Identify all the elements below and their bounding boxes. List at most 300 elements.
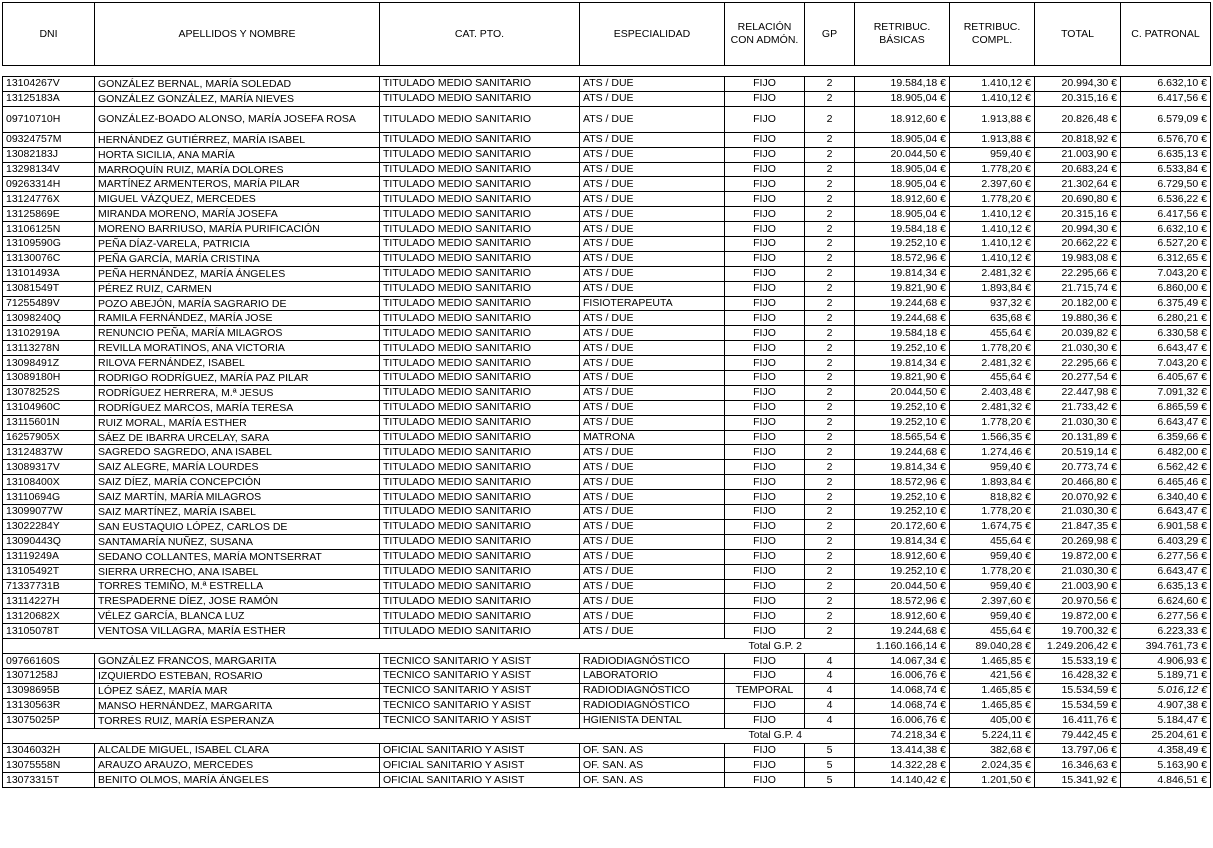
table-row [3,266,1211,281]
cell-relacion: FIJO [725,609,805,624]
table-row [3,371,1211,386]
cell-especialidad: LABORATORIO [580,668,725,683]
cell-basicas: 19.584,18 € [855,326,950,341]
table-row [3,624,1211,639]
table-row [3,415,1211,430]
cell-nombre: REVILLA MORATINOS, ANA VICTORIA [95,341,380,356]
cell-total-total: 79.442,45 € [1035,728,1121,743]
cell-total: 21.030,30 € [1035,505,1121,520]
cell-relacion: FIJO [725,77,805,92]
cell-dni: 13090443Q [3,534,95,549]
cell-nombre: SÁEZ DE IBARRA URCELAY, SARA [95,430,380,445]
cell-patronal: 6.865,59 € [1121,400,1211,415]
cell-relacion: FIJO [725,743,805,758]
cell-total: 21.733,42 € [1035,400,1121,415]
cell-dni: 13075558N [3,758,95,773]
header-row [3,3,1211,66]
table-row [3,251,1211,266]
cell-gp: 2 [805,609,855,624]
cell-compl: 1.778,20 € [950,415,1035,430]
cell-dni: 71337731B [3,579,95,594]
table-row [3,683,1211,698]
cell-compl: 1.778,20 € [950,341,1035,356]
cell-compl: 959,40 € [950,147,1035,162]
cell-cat: TECNICO SANITARIO Y ASIST [380,654,580,669]
cell-total: 19.700,32 € [1035,624,1121,639]
cell-patronal: 6.375,49 € [1121,296,1211,311]
cell-dni: 13298134V [3,162,95,177]
cell-gp: 2 [805,371,855,386]
cell-dni: 13104267V [3,77,95,92]
cell-basicas: 16.006,76 € [855,668,950,683]
table-row [3,460,1211,475]
cell-cat: TITULADO MEDIO SANITARIO [380,192,580,207]
table-row [3,207,1211,222]
cell-gp: 2 [805,311,855,326]
cell-gp: 2 [805,519,855,534]
cell-relacion: FIJO [725,162,805,177]
cell-cat: TITULADO MEDIO SANITARIO [380,400,580,415]
cell-cat: TITULADO MEDIO SANITARIO [380,430,580,445]
cell-nombre: BENITO OLMOS, MARÍA ÁNGELES [95,773,380,788]
cell-dni: 13105078T [3,624,95,639]
cell-nombre: SAN EUSTAQUIO LÓPEZ, CARLOS DE [95,519,380,534]
cell-dni: 13102919A [3,326,95,341]
cell-basicas: 20.172,60 € [855,519,950,534]
cell-total-patronal: 25.204,61 € [1121,728,1211,743]
table-row [3,654,1211,669]
cell-patronal: 6.359,66 € [1121,430,1211,445]
cell-basicas: 18.905,04 € [855,177,950,192]
cell-gp: 4 [805,654,855,669]
table-row [3,356,1211,371]
cell-total: 20.070,92 € [1035,490,1121,505]
cell-cat: TITULADO MEDIO SANITARIO [380,624,580,639]
cell-especialidad: ATS / DUE [580,222,725,237]
cell-basicas: 19.584,18 € [855,222,950,237]
cell-patronal: 6.901,58 € [1121,519,1211,534]
cell-compl: 455,64 € [950,534,1035,549]
cell-patronal: 4.846,51 € [1121,773,1211,788]
cell-gp: 2 [805,251,855,266]
cell-dni: 13046032H [3,743,95,758]
cell-gp: 2 [805,77,855,92]
cell-compl: 1.893,84 € [950,475,1035,490]
cell-especialidad: ATS / DUE [580,519,725,534]
table-row [3,505,1211,520]
cell-basicas: 19.244,68 € [855,624,950,639]
cell-compl: 1.410,12 € [950,77,1035,92]
cell-patronal: 6.643,47 € [1121,341,1211,356]
cell-nombre: RODRÍGUEZ MARCOS, MARÍA TERESA [95,400,380,415]
cell-nombre: SAIZ ALEGRE, MARÍA LOURDES [95,460,380,475]
cell-relacion: FIJO [725,311,805,326]
cell-nombre: RENUNCIO PEÑA, MARÍA MILAGROS [95,326,380,341]
cell-compl: 1.410,12 € [950,237,1035,252]
cell-nombre: SEDANO COLLANTES, MARÍA MONTSERRAT [95,549,380,564]
cell-compl: 1.274,46 € [950,445,1035,460]
cell-relacion: FIJO [725,773,805,788]
cell-total-compl: 5.224,11 € [950,728,1035,743]
cell-nombre: SAIZ DÍEZ, MARÍA CONCEPCIÓN [95,475,380,490]
cell-cat: TITULADO MEDIO SANITARIO [380,177,580,192]
cell-total: 20.182,00 € [1035,296,1121,311]
cell-especialidad: ATS / DUE [580,266,725,281]
cell-especialidad: ATS / DUE [580,564,725,579]
cell-compl: 1.465,85 € [950,654,1035,669]
cell-gp: 2 [805,534,855,549]
cell-cat: TITULADO MEDIO SANITARIO [380,91,580,106]
cell-especialidad: ATS / DUE [580,415,725,430]
cell-nombre: MARROQUÍN RUIZ, MARÍA DOLORES [95,162,380,177]
cell-especialidad: RADIODIAGNÓSTICO [580,698,725,713]
cell-total-total: 1.249.206,42 € [1035,639,1121,654]
table-row [3,698,1211,713]
cell-relacion: FIJO [725,594,805,609]
cell-especialidad: ATS / DUE [580,356,725,371]
cell-relacion: FIJO [725,266,805,281]
cell-nombre: TORRES TEMIÑO, M.ª ESTRELLA [95,579,380,594]
cell-dni: 13098491Z [3,356,95,371]
cell-dni: 13098240Q [3,311,95,326]
cell-gp: 2 [805,549,855,564]
group-total-label: Total G.P. 2 [3,639,855,654]
cell-compl: 405,00 € [950,713,1035,728]
cell-gp: 2 [805,356,855,371]
cell-patronal: 6.280,21 € [1121,311,1211,326]
cell-patronal: 6.643,47 € [1121,415,1211,430]
cell-total: 20.970,56 € [1035,594,1121,609]
cell-compl: 421,56 € [950,668,1035,683]
cell-compl: 1.778,20 € [950,505,1035,520]
cell-total-basicas: 74.218,34 € [855,728,950,743]
cell-relacion: FIJO [725,579,805,594]
cell-compl: 455,64 € [950,624,1035,639]
cell-gp: 2 [805,132,855,147]
cell-basicas: 19.252,10 € [855,341,950,356]
cell-especialidad: ATS / DUE [580,400,725,415]
group-total-row [3,639,1211,654]
col-header-patronal: C. PATRONAL [1121,3,1211,66]
cell-cat: TITULADO MEDIO SANITARIO [380,222,580,237]
cell-relacion: FIJO [725,505,805,520]
col-header-especialidad: ESPECIALIDAD [580,3,725,66]
cell-total: 21.302,64 € [1035,177,1121,192]
cell-especialidad: FISIOTERAPEUTA [580,296,725,311]
cell-dni: 13130563R [3,698,95,713]
col-header-compl: RETRIBUC. COMPL. [950,3,1035,66]
table-row [3,564,1211,579]
cell-total-patronal: 394.761,73 € [1121,639,1211,654]
col-header-relacion: RELACIÓN CON ADMÓN. [725,3,805,66]
cell-cat: TITULADO MEDIO SANITARIO [380,356,580,371]
cell-relacion: FIJO [725,624,805,639]
table-row [3,475,1211,490]
cell-total: 16.411,76 € [1035,713,1121,728]
cell-relacion: FIJO [725,326,805,341]
table-row [3,132,1211,147]
cell-total: 20.994,30 € [1035,222,1121,237]
cell-compl: 1.566,35 € [950,430,1035,445]
cell-gp: 2 [805,192,855,207]
cell-total: 20.826,48 € [1035,106,1121,132]
table-row [3,296,1211,311]
cell-gp: 2 [805,460,855,475]
cell-relacion: FIJO [725,668,805,683]
cell-dni: 16257905X [3,430,95,445]
cell-patronal: 5.016,12 € [1121,683,1211,698]
cell-compl: 937,32 € [950,296,1035,311]
cell-compl: 959,40 € [950,579,1035,594]
cell-especialidad: RADIODIAGNÓSTICO [580,683,725,698]
cell-total: 21.030,30 € [1035,341,1121,356]
cell-compl: 959,40 € [950,549,1035,564]
cell-nombre: GONZÁLEZ FRANCOS, MARGARITA [95,654,380,669]
cell-gp: 2 [805,594,855,609]
col-header-basicas: RETRIBUC. BÁSICAS [855,3,950,66]
cell-especialidad: ATS / DUE [580,311,725,326]
cell-gp: 2 [805,296,855,311]
cell-patronal: 4.906,93 € [1121,654,1211,669]
cell-patronal: 6.312,65 € [1121,251,1211,266]
cell-nombre: SIERRA URRECHO, ANA ISABEL [95,564,380,579]
table-row [3,579,1211,594]
cell-dni: 13089317V [3,460,95,475]
cell-compl: 2.403,48 € [950,385,1035,400]
cell-nombre: MIRANDA MORENO, MARÍA JOSEFA [95,207,380,222]
cell-patronal: 6.527,20 € [1121,237,1211,252]
cell-basicas: 18.912,60 € [855,609,950,624]
cell-total: 20.773,74 € [1035,460,1121,475]
cell-cat: OFICIAL SANITARIO Y ASIST [380,758,580,773]
cell-gp: 2 [805,475,855,490]
cell-dni: 13106125N [3,222,95,237]
cell-relacion: FIJO [725,490,805,505]
table-row [3,668,1211,683]
cell-especialidad: ATS / DUE [580,237,725,252]
cell-compl: 1.465,85 € [950,698,1035,713]
cell-especialidad: ATS / DUE [580,609,725,624]
cell-basicas: 19.252,10 € [855,564,950,579]
cell-total-compl: 89.040,28 € [950,639,1035,654]
cell-basicas: 14.140,42 € [855,773,950,788]
cell-gp: 2 [805,177,855,192]
cell-total: 20.315,16 € [1035,207,1121,222]
cell-gp: 2 [805,237,855,252]
cell-relacion: FIJO [725,385,805,400]
cell-nombre: SANTAMARÍA NUÑEZ, SUSANA [95,534,380,549]
table-row [3,609,1211,624]
cell-relacion: FIJO [725,475,805,490]
cell-total: 20.994,30 € [1035,77,1121,92]
cell-compl: 1.778,20 € [950,192,1035,207]
cell-nombre: LÓPEZ SÁEZ, MARÍA MAR [95,683,380,698]
cell-total: 22.295,66 € [1035,356,1121,371]
cell-relacion: FIJO [725,251,805,266]
cell-gp: 4 [805,683,855,698]
cell-total: 20.662,22 € [1035,237,1121,252]
cell-compl: 1.410,12 € [950,91,1035,106]
table-row [3,385,1211,400]
cell-gp: 2 [805,326,855,341]
cell-relacion: FIJO [725,534,805,549]
cell-cat: TECNICO SANITARIO Y ASIST [380,698,580,713]
cell-dni: 13113278N [3,341,95,356]
cell-relacion: FIJO [725,192,805,207]
cell-nombre: GONZÁLEZ BERNAL, MARÍA SOLEDAD [95,77,380,92]
cell-especialidad: ATS / DUE [580,132,725,147]
cell-relacion: FIJO [725,91,805,106]
cell-gp: 5 [805,758,855,773]
cell-relacion: FIJO [725,713,805,728]
table-row [3,594,1211,609]
cell-gp: 2 [805,207,855,222]
cell-dni: 13075025P [3,713,95,728]
cell-basicas: 18.565,54 € [855,430,950,445]
cell-basicas: 14.068,74 € [855,698,950,713]
cell-dni: 13114227H [3,594,95,609]
cell-relacion: FIJO [725,207,805,222]
cell-nombre: VENTOSA VILLAGRA, MARÍA ESTHER [95,624,380,639]
cell-total: 22.295,66 € [1035,266,1121,281]
cell-basicas: 20.044,50 € [855,147,950,162]
cell-dni: 13125183A [3,91,95,106]
cell-compl: 382,68 € [950,743,1035,758]
cell-especialidad: MATRONA [580,430,725,445]
cell-especialidad: HGIENISTA DENTAL [580,713,725,728]
cell-patronal: 7.043,20 € [1121,266,1211,281]
cell-nombre: SAIZ MARTÍN, MARÍA MILAGROS [95,490,380,505]
cell-compl: 2.481,32 € [950,400,1035,415]
cell-gp: 2 [805,490,855,505]
cell-compl: 1.410,12 € [950,251,1035,266]
cell-basicas: 14.322,28 € [855,758,950,773]
cell-gp: 2 [805,445,855,460]
cell-gp: 2 [805,341,855,356]
table-row [3,445,1211,460]
table-row [3,281,1211,296]
cell-relacion: TEMPORAL [725,683,805,698]
cell-basicas: 18.572,96 € [855,594,950,609]
cell-gp: 2 [805,266,855,281]
cell-gp: 5 [805,773,855,788]
cell-relacion: FIJO [725,177,805,192]
cell-total: 22.447,98 € [1035,385,1121,400]
col-header-cat: CAT. PTO. [380,3,580,66]
cell-compl: 1.410,12 € [950,222,1035,237]
table-row [3,519,1211,534]
cell-relacion: FIJO [725,281,805,296]
cell-dni: 71255489V [3,296,95,311]
cell-patronal: 5.184,47 € [1121,713,1211,728]
cell-cat: TITULADO MEDIO SANITARIO [380,371,580,386]
cell-compl: 1.913,88 € [950,132,1035,147]
cell-cat: TITULADO MEDIO SANITARIO [380,385,580,400]
cell-cat: TITULADO MEDIO SANITARIO [380,415,580,430]
cell-basicas: 19.252,10 € [855,237,950,252]
cell-patronal: 6.403,29 € [1121,534,1211,549]
cell-cat: TITULADO MEDIO SANITARIO [380,207,580,222]
cell-nombre: IZQUIERDO ESTEBAN, ROSARIO [95,668,380,683]
cell-dni: 13022284Y [3,519,95,534]
cell-cat: TITULADO MEDIO SANITARIO [380,162,580,177]
cell-especialidad: ATS / DUE [580,505,725,520]
cell-gp: 2 [805,147,855,162]
cell-patronal: 6.536,22 € [1121,192,1211,207]
cell-compl: 1.201,50 € [950,773,1035,788]
cell-compl: 959,40 € [950,609,1035,624]
cell-basicas: 18.905,04 € [855,91,950,106]
cell-total: 21.030,30 € [1035,415,1121,430]
cell-cat: TECNICO SANITARIO Y ASIST [380,683,580,698]
cell-especialidad: ATS / DUE [580,106,725,132]
cell-compl: 2.397,60 € [950,177,1035,192]
cell-cat: TITULADO MEDIO SANITARIO [380,460,580,475]
table-body [3,66,1211,788]
cell-basicas: 18.905,04 € [855,132,950,147]
cell-compl: 2.024,35 € [950,758,1035,773]
cell-basicas: 18.912,60 € [855,549,950,564]
cell-total: 19.872,00 € [1035,609,1121,624]
cell-patronal: 6.405,67 € [1121,371,1211,386]
cell-especialidad: ATS / DUE [580,371,725,386]
cell-nombre: TRESPADERNE DÍEZ, JOSE RAMÓN [95,594,380,609]
cell-basicas: 19.252,10 € [855,400,950,415]
cell-dni: 13130076C [3,251,95,266]
cell-relacion: FIJO [725,430,805,445]
table-row [3,713,1211,728]
cell-gp: 2 [805,430,855,445]
cell-basicas: 14.068,74 € [855,683,950,698]
cell-cat: TECNICO SANITARIO Y ASIST [380,713,580,728]
cell-total: 20.277,54 € [1035,371,1121,386]
table-row [3,326,1211,341]
cell-especialidad: ATS / DUE [580,326,725,341]
cell-patronal: 6.340,40 € [1121,490,1211,505]
cell-relacion: FIJO [725,147,805,162]
cell-total: 20.690,80 € [1035,192,1121,207]
cell-patronal: 4.907,38 € [1121,698,1211,713]
cell-dni: 13109590G [3,237,95,252]
cell-nombre: SAIZ MARTÍNEZ, MARÍA ISABEL [95,505,380,520]
cell-patronal: 6.860,00 € [1121,281,1211,296]
cell-compl: 1.913,88 € [950,106,1035,132]
cell-cat: TITULADO MEDIO SANITARIO [380,341,580,356]
table-row [3,549,1211,564]
cell-nombre: RODRÍGUEZ HERRERA, M.ª JESUS [95,385,380,400]
table-row [3,430,1211,445]
cell-dni: 09324757M [3,132,95,147]
cell-dni: 13124837W [3,445,95,460]
cell-patronal: 6.330,58 € [1121,326,1211,341]
col-header-total: TOTAL [1035,3,1121,66]
cell-basicas: 13.414,38 € [855,743,950,758]
cell-nombre: MARTÍNEZ ARMENTEROS, MARÍA PILAR [95,177,380,192]
cell-compl: 1.893,84 € [950,281,1035,296]
cell-basicas: 19.814,34 € [855,356,950,371]
table-row [3,311,1211,326]
cell-basicas: 19.244,68 € [855,445,950,460]
cell-nombre: MIGUEL VÁZQUEZ, MERCEDES [95,192,380,207]
cell-relacion: FIJO [725,758,805,773]
cell-total: 20.315,16 € [1035,91,1121,106]
cell-total: 20.039,82 € [1035,326,1121,341]
cell-total: 15.533,19 € [1035,654,1121,669]
cell-compl: 1.778,20 € [950,564,1035,579]
cell-dni: 13105492T [3,564,95,579]
cell-patronal: 6.417,56 € [1121,91,1211,106]
salary-table [2,2,1211,788]
